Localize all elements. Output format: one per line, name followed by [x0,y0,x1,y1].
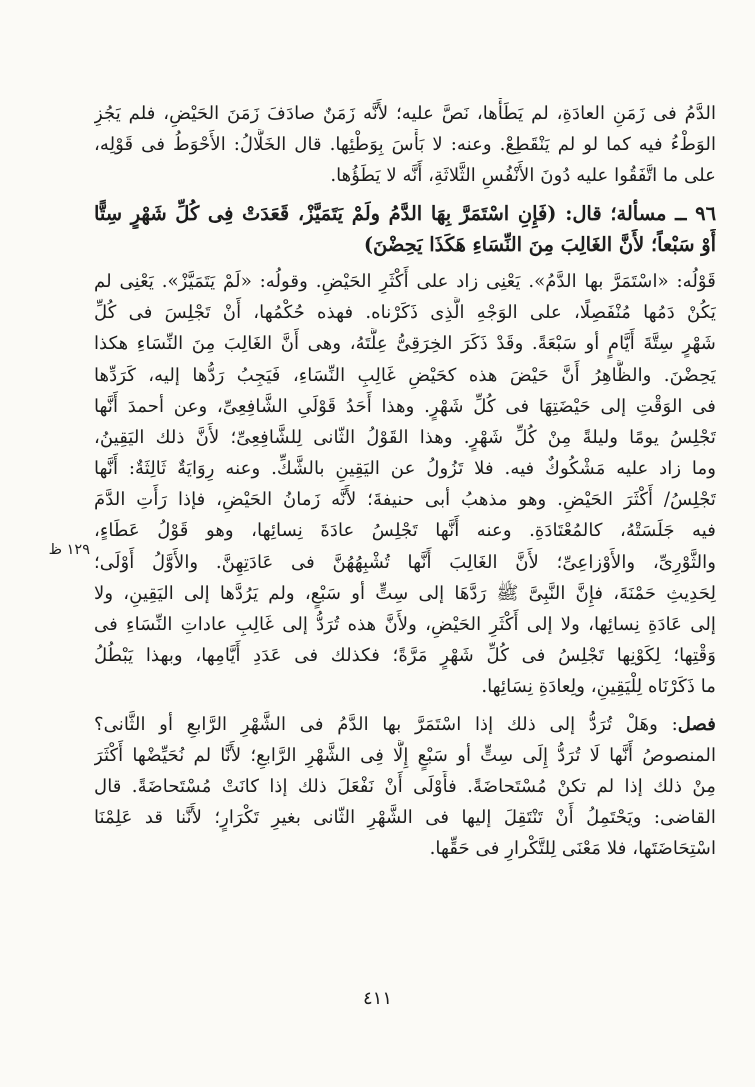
fasl-label: فصل [677,713,716,735]
text-line: يَحِضْنَ. والظَّاهِرُ أَنَّ حَيْضَ هذه كحَيْضِ غَالِبِ النِّسَاءِ، فَيَجِبُ رَدُّها إليه، كَرَدِّها [94,364,716,386]
text-line: فيه جَلَسَتْهُ، كالمُعْتَادَةِ. وعنه أَنَّها تَجْلِسُ عادَةَ نِسائِها، وهو قَوْلُ عَطَاءٍ، [94,520,716,542]
text-line: لِحَدِيثِ حَمْنَةَ، فإِنَّ النَّبِىَّ ﷺ رَدَّهَا إلى سِتٍّ أو سَبْعٍ، ولم يَرُدَّها إلى اليَقِينِ، ولا [94,582,716,604]
manuscript-folio-note: ١٢٩ ظ [48,542,90,558]
text-line: قَوْلُه: «اسْتَمَرَّ بها الدَّمُ». يَعْنِى زاد على أَكْثَرِ الحَيْضِ. وقولُه: «لَمْ يَتَمَيَّزْ». يَعْنِى لم [94,270,716,292]
text-line: القاضى: ويَحْتَمِلُ أَنْ تَنْتَقِلَ إليها فى الشَّهْرِ الثّانى بغيرِ تَكْرَارٍ؛ لأَنَّنا قد عَلِمْنَا [94,807,716,829]
main-text [94,98,716,865]
masala-heading-line: أَوْ سَبْعاً؛ لأَنَّ الغَالِبَ مِنَ النِّسَاءِ هَكَذَا يَحِضْنَ) [363,232,716,256]
text-line: على ما اتَّفَقُوا عليه دُونَ الأَنْفُسِ الثَّلاثَةِ، أَنَّه لا يَطَؤُها. [330,165,716,187]
fasl-first-line [94,709,716,740]
text-line: الدَّمُ فى زَمَنِ العادَةِ، لم يَطَأْها، نَصَّ عليه؛ لأَنَّه زَمَنٌ صادَفَ زَمَنَ الحَيْضِ، فلم يَجُزِ [94,103,716,124]
text-line: المنصوصُ أَنَّها لَا تُرَدُّ إِلَى سِتٍّ أو سَبْعٍ إِلَّا فِى الشَّهْرِ الرَّابعِ؛ لأَنَّا لم نُحَيِّضْها أَكْثَرَ [94,744,716,766]
text-line: إلى عَادَةِ نِسائِها، ولا إلى أَكْثَرِ الحَيْضِ، ولأَنَّ هذه تُرَدُّ إلى غَالِبِ عاداتِ النِّسَاءِ فى [94,614,716,635]
fasl-first-line-text: : وهَلْ تُرَدُّ إلى ذلك إذا اسْتَمَرَّ بها الدَّمُ فى الشَّهْرِ الرَّابعِ أو الثَّانى؟ [94,713,678,735]
text-line: فى الوَقْتِ إلى حَيْضَتِهَا فى كُلِّ شَهْرٍ. وهذا أَحَدُ قَوْلَىِ الشَّافِعِىِّ، وعن أحمدَ أَنَّها [94,395,716,417]
masala-heading-line: ٩٦ ــ مسألة؛ قال: (فَإِنِ اسْتَمَرَّ بِهَا الدَّمُ ولَمْ يَتَمَيَّزْ، قَعَدَتْ فِى كُلِّ شَهْرٍ سِتًّا [94,201,716,225]
text-line: يَكُنْ دَمُها مُنْفَصِلًا، على الوَجْهِ الَّذِى ذَكَرْناه. فهذه حُكْمُها، أَنْ تَجْلِسَ فى كُلِّ [94,302,716,324]
text-line: وَقْتِها؛ لِكَوْنِها تَجْلِسُ فى كُلِّ شَهْرٍ مَرَّةً؛ فكذلك فى عَدَدِ أَيَّامِها، وبهذا يَبْطُلُ [94,645,716,667]
text-line: ما ذَكَرْنَاه لِلْيَقِينِ، ولِعادَةِ نِسَائِها. [481,676,716,698]
text-line: والثَّوْرِىِّ، والأَوْزاعِىِّ؛ لأَنَّ الغَالِبَ أَنَّها تُشْبِهُهُنَّ فى عَادَتِهِنَّ. والأَوَّلُ أَوْلَى؛ [94,551,716,573]
text-line: مِنْ ذلك إذا لم تكنْ مُسْتَحاضَةً. فأَوْلَى أَنْ نَفْعَلَ ذلك إذا كانَتْ مُسْتَحاضَةً. قال [94,775,716,797]
page-number: ٤١١ [362,988,392,1009]
text-line: تَجْلِسُ يومًا وليلةً مِنْ كُلِّ شَهْرٍ. وهذا القَوْلُ الثّانى لِلشَّافِعِىِّ؛ لأَنَّ ذلك اليَقِينُ، [94,426,716,448]
text-line: الوَطْءُ فيه كما لو لم يَنْقَطِعْ. وعنه: لا بَأْسَ بِوَطْئِها. قال الخَلَّالُ: الأَحْوَطُ فى قَوْلِه، [94,134,716,156]
text-line: اسْتِحَاضَتَها، فلا مَعْنَى لِلتَّكْرارِ فى حَقِّها. [429,838,716,860]
text-line: شَهْرٍ سِتَّةَ أَيَّامٍ أو سَبْعَةً. وقَدْ ذَكَرَ الخِرَقِىُّ عِلَّتَهُ، وهى أَنَّ الغَالِبَ مِنَ النِّسَاءِ هكذا [94,333,716,355]
text-line: تَجْلِسُ/ أَكْثَرَ الحَيْضِ. وهو مذهبُ أبى حنيفةَ؛ لأَنَّه زَمانُ الحَيْضِ، فإذا رَأَتِ الدَّمَ [94,489,716,511]
text-line: وما زاد عليه مَشْكُوكٌ فيه. فلا تَزُولُ عن اليَقِينِ بالشَّكِّ. وعنه رِوَايَةٌ ثَالِثَةٌ: أَنَّها [94,458,716,480]
